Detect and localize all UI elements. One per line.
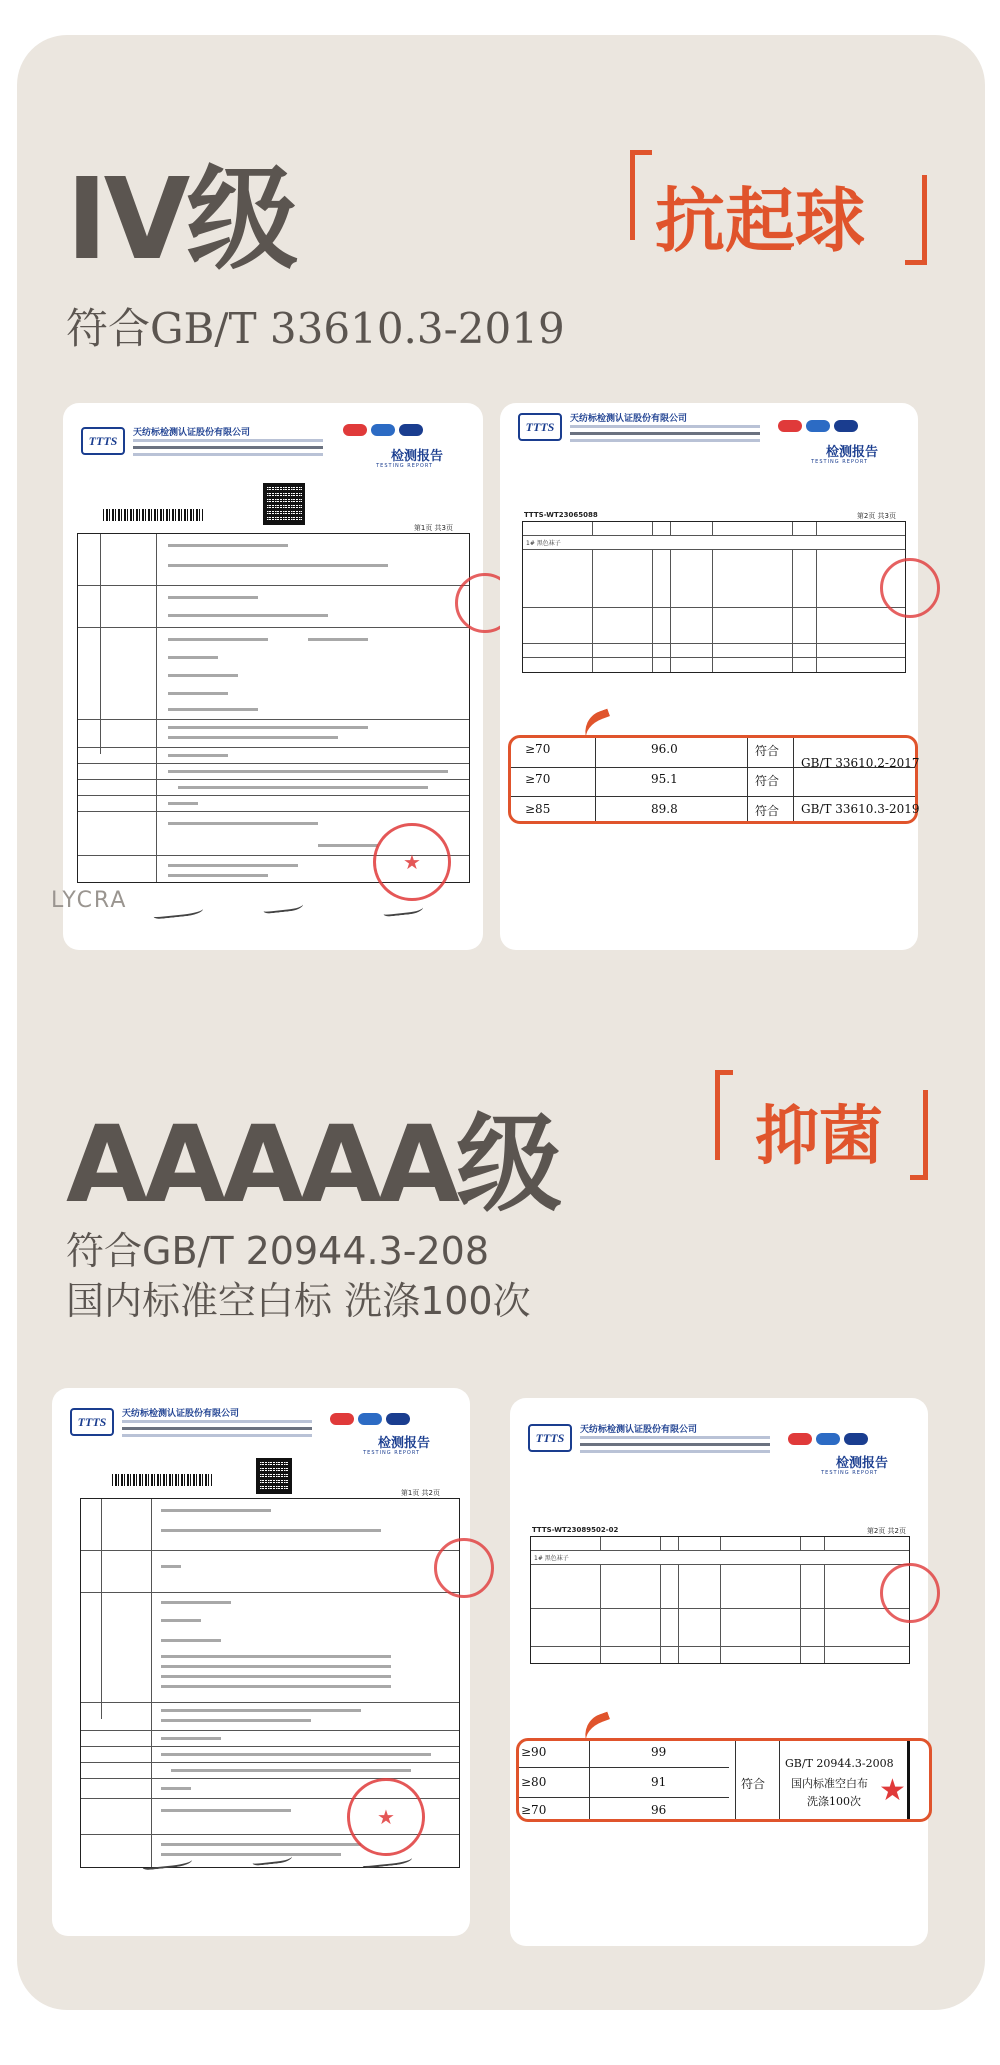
zoom-ref-1: GB/T 20944.3-2008 xyxy=(785,1757,894,1770)
signature-2 xyxy=(262,896,303,914)
report-card-3 xyxy=(52,1388,470,1936)
zoom-ref-3: 洗涤100次 xyxy=(807,1795,861,1808)
bracket-open-1 xyxy=(630,150,652,240)
edge-stamp xyxy=(434,1538,494,1598)
sample-label: 1# 黑色袜子 xyxy=(526,540,561,547)
ttts-logo: TTTS xyxy=(70,1408,114,1436)
stamp-star-icon: ★ xyxy=(879,1773,906,1808)
org-name: 天纺标检测认证股份有限公司 xyxy=(580,1425,698,1435)
org-subtitle-lines xyxy=(122,1420,312,1441)
page-number: 第2页 共3页 xyxy=(856,512,896,520)
edge-stamp xyxy=(880,558,940,618)
zoom-result: 符合 xyxy=(741,1777,766,1791)
org-name: 天纺标检测认证股份有限公司 xyxy=(122,1409,240,1419)
zoom-result-3: 符合 xyxy=(755,804,780,818)
org-subtitle-lines xyxy=(570,425,760,446)
grade-heading-1: IV级 xyxy=(66,155,295,285)
report-subtitle: TESTING REPORT xyxy=(821,1470,878,1476)
zoom-ref-3: GB/T 33610.3-2019 xyxy=(801,802,920,816)
barcode xyxy=(103,509,203,521)
zoom-result-2: 符合 xyxy=(755,774,780,788)
report-card-1 xyxy=(51,403,483,950)
signature-3 xyxy=(382,899,423,917)
org-subtitle-lines xyxy=(580,1436,770,1457)
zoom-value-1: 99 xyxy=(651,1745,667,1759)
zoom-value-2: 91 xyxy=(651,1775,667,1789)
org-name: 天纺标检测认证股份有限公司 xyxy=(570,414,688,424)
certification-icons xyxy=(330,1410,448,1426)
ttts-logo: TTTS xyxy=(518,413,562,441)
standard-text-1: 符合GB/T 33610.3-2019 xyxy=(66,304,565,353)
report-title: 检测报告 xyxy=(835,1456,888,1471)
zoom-std-1: ≥70 xyxy=(525,742,551,756)
zoom-std-2: ≥80 xyxy=(521,1775,547,1789)
sample-label: 1# 黑色袜子 xyxy=(534,1555,569,1562)
bracket-open-2 xyxy=(715,1070,733,1160)
zoom-ref-2: 国内标准空白布 xyxy=(791,1777,868,1790)
report-title: 检测报告 xyxy=(390,449,443,464)
qr-code xyxy=(263,483,305,525)
report-title: 检测报告 xyxy=(377,1436,430,1451)
wash-note: 国内标准空白标 洗涤100次 xyxy=(66,1279,531,1323)
qr-code xyxy=(256,1458,292,1494)
report-card-4 xyxy=(510,1398,928,1946)
tag-antibacterial: 抑菌 xyxy=(755,1100,883,1174)
zoom-ref-1: GB/T 33610.2-2017 xyxy=(801,756,920,770)
page-number: 第2页 共2页 xyxy=(866,1527,906,1535)
signature-1 xyxy=(152,900,203,919)
result-table xyxy=(530,1536,910,1664)
bracket-close-1 xyxy=(905,175,927,265)
certification-icons xyxy=(788,1430,906,1446)
report-header xyxy=(528,1418,910,1498)
standard-text-2: 符合GB/T 20944.3-208 xyxy=(66,1229,489,1273)
grade-heading-2: AAAAA级 xyxy=(66,1103,559,1226)
org-subtitle-lines xyxy=(133,439,323,460)
report-number: TTTS-WT23089502-02 xyxy=(532,1526,619,1534)
zoom-result-1: 符合 xyxy=(755,744,780,758)
official-stamp xyxy=(373,823,451,901)
report-number: TTTS-WT23065088 xyxy=(524,511,598,519)
tag-anti-pilling: 抗起球 xyxy=(655,180,865,262)
ttts-logo: TTTS xyxy=(528,1424,572,1452)
official-stamp xyxy=(347,1778,425,1856)
zoomed-results xyxy=(508,735,918,824)
report-title: 检测报告 xyxy=(825,445,878,460)
report-subtitle: TESTING REPORT xyxy=(363,1450,420,1456)
report-subtitle: TESTING REPORT xyxy=(376,463,433,469)
zoom-std-3: ≥85 xyxy=(525,802,551,816)
zoom-value-2: 95.1 xyxy=(651,772,678,786)
certification-icons xyxy=(343,421,461,437)
zoom-value-3: 96 xyxy=(651,1803,667,1817)
edge-stamp xyxy=(880,1563,940,1623)
report-header xyxy=(518,407,900,487)
lycra-watermark: LYCRA xyxy=(51,888,128,913)
page-number: 第1页 共2页 xyxy=(400,1489,440,1497)
barcode xyxy=(112,1474,212,1486)
report-subtitle: TESTING REPORT xyxy=(811,459,868,465)
bracket-close-2 xyxy=(910,1090,928,1180)
zoomed-results xyxy=(516,1738,932,1822)
result-table xyxy=(522,521,906,673)
zoom-std-1: ≥90 xyxy=(521,1745,547,1759)
certification-icons xyxy=(778,417,896,433)
zoom-value-3: 89.8 xyxy=(651,802,678,816)
org-name: 天纺标检测认证股份有限公司 xyxy=(133,428,251,438)
ttts-logo: TTTS xyxy=(81,427,125,455)
zoom-std-2: ≥70 xyxy=(525,772,551,786)
page-number: 第1页 共3页 xyxy=(413,524,453,532)
zoom-value-1: 96.0 xyxy=(651,742,678,756)
report-card-2 xyxy=(500,403,918,950)
zoom-std-3: ≥70 xyxy=(521,1803,547,1817)
